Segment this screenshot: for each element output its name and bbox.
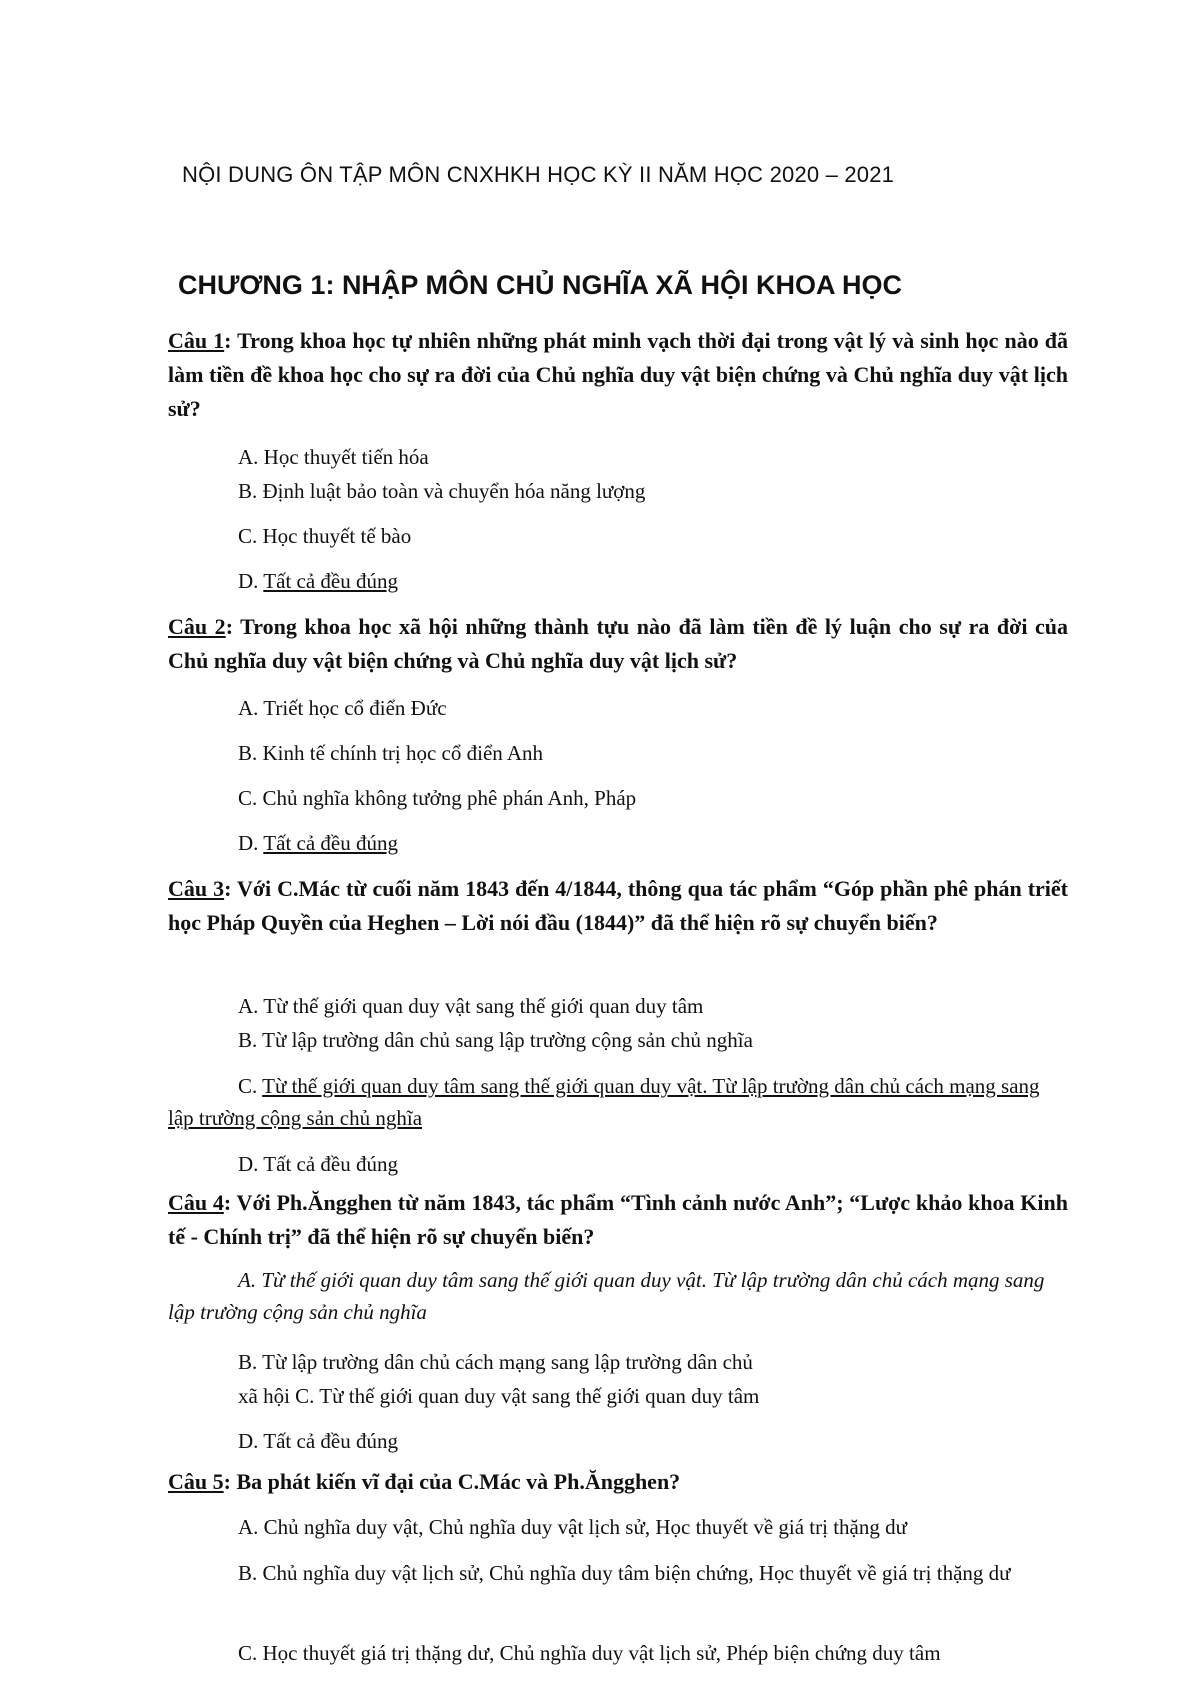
option-text: D. Tất cả đều đúng — [238, 1429, 398, 1453]
option-text: Từ thế giới quan duy vật sang thế giới quan duy tâm — [263, 994, 704, 1018]
option-b — [238, 1346, 1078, 1378]
option-label: C. — [238, 1074, 263, 1098]
option-label: A. — [238, 445, 264, 469]
option-b — [238, 1024, 1078, 1056]
question-number: Câu 3 — [168, 876, 225, 901]
option-label: C. — [238, 524, 263, 548]
option-text: xã hội C. Từ thế giới quan duy vật sang thế giới quan duy tâm — [238, 1384, 760, 1408]
question-text: : Ba phát kiến vĩ đại của C.Mác và Ph.Ăngghen? — [223, 1469, 681, 1494]
option-a — [168, 1264, 1068, 1328]
option-text: Kinh tế chính trị học cổ điển Anh — [262, 741, 544, 765]
option-a — [238, 990, 1078, 1022]
option-text: Học thuyết tế bào — [262, 524, 412, 548]
option-label: A. — [238, 696, 264, 720]
option-text: B. Từ lập trường dân chủ cách mạng sang lập trường dân chủ — [238, 1350, 753, 1374]
option-d — [238, 827, 1078, 859]
option-b — [168, 1557, 1068, 1589]
question-number: Câu 4 — [168, 1190, 224, 1215]
option-text-correct: Từ thế giới quan duy tâm sang thế giới quan duy vật. Từ lập trường dân chủ cách mạng sang lập trường cộng sản chủ nghĩa — [168, 1074, 1040, 1130]
option-d — [238, 565, 1078, 597]
option-text: Học thuyết tiến hóa — [263, 445, 429, 469]
option-text: A. Chủ nghĩa duy vật, Chủ nghĩa duy vật lịch sử, Học thuyết về giá trị thặng dư — [238, 1515, 907, 1539]
option-label: B. — [238, 1028, 263, 1052]
option-a — [238, 1511, 1078, 1543]
option-label: D. — [238, 569, 264, 593]
question-text: : Trong khoa học xã hội những thành tựu nào đã làm tiền đề lý luận cho sự ra đời của Chủ nghĩa duy vật biện chứng và Chủ nghĩa duy vật lịch sử? — [168, 614, 1068, 673]
option-label: C. — [238, 786, 263, 810]
option-text-correct: Tất cả đều đúng — [263, 831, 398, 855]
question-2 — [168, 610, 1068, 678]
question-number: Câu 5 — [168, 1469, 224, 1494]
option-label: B. — [238, 479, 263, 503]
option-b — [238, 737, 1078, 769]
option-a — [238, 441, 1078, 473]
option-c — [168, 1070, 1068, 1134]
question-5 — [168, 1465, 1068, 1499]
option-text-correct: Tất cả đều đúng — [263, 569, 398, 593]
option-text: Chủ nghĩa không tưởng phê phán Anh, Pháp — [262, 786, 637, 810]
option-b — [238, 475, 1078, 507]
option-text: Tất cả đều đúng — [263, 1152, 398, 1176]
question-text: : Với Ph.Ăngghen từ năm 1843, tác phẩm “Tình cảnh nước Anh”; “Lược khảo khoa Kinh tế - Chính trị” đã thể hiện rõ sự chuyển biến? — [168, 1190, 1068, 1249]
option-b-continued — [238, 1380, 1078, 1412]
option-d — [238, 1148, 1078, 1180]
option-text: Triết học cổ điển Đức — [263, 696, 447, 720]
chapter-heading: CHƯƠNG 1: NHẬP MÔN CHỦ NGHĨA XÃ HỘI KHOA HỌC — [178, 270, 902, 300]
option-text: A. Từ thế giới quan duy tâm sang thế giới quan duy vật. Từ lập trường dân chủ cách mạng sang lập trường cộng sản chủ nghĩa — [168, 1268, 1045, 1324]
question-text: : Với C.Mác từ cuối năm 1843 đến 4/1844, thông qua tác phẩm “Góp phần phê phán triết học Pháp Quyền của Heghen – Lời nói đầu (1844)” đã thể hiện rõ sự chuyển biến? — [168, 876, 1068, 935]
option-label: B. — [238, 741, 263, 765]
document-title: NỘI DUNG ÔN TẬP MÔN CNXHKH HỌC KỲ II NĂM HỌC 2020 – 2021 — [182, 162, 895, 187]
question-text: : Trong khoa học tự nhiên những phát minh vạch thời đại trong vật lý và sinh học nào đã làm tiền đề khoa học cho sự ra đời của Chủ nghĩa duy vật biện chứng và Chủ nghĩa duy vật lịch sử? — [168, 328, 1068, 421]
option-a — [238, 692, 1078, 724]
question-4 — [168, 1186, 1068, 1254]
option-text: Từ lập trường dân chủ sang lập trường cộng sản chủ nghĩa — [262, 1028, 753, 1052]
option-d — [238, 1425, 1078, 1457]
question-number: Câu 1 — [168, 328, 225, 353]
option-label: D. — [238, 1152, 264, 1176]
question-number: Câu 2 — [168, 614, 226, 639]
option-c — [238, 1637, 1078, 1669]
option-c — [238, 520, 1078, 552]
option-c — [238, 782, 1078, 814]
option-text: B. Chủ nghĩa duy vật lịch sử, Chủ nghĩa duy tâm biện chứng, Học thuyết về giá trị thặng dư — [238, 1561, 1011, 1585]
question-3 — [168, 872, 1068, 940]
question-1 — [168, 324, 1068, 426]
option-text: C. Học thuyết giá trị thặng dư, Chủ nghĩa duy vật lịch sử, Phép biện chứng duy tâm — [238, 1641, 941, 1665]
option-label: A. — [238, 994, 264, 1018]
option-text: Định luật bảo toàn và chuyển hóa năng lượng — [262, 479, 646, 503]
option-label: D. — [238, 831, 264, 855]
